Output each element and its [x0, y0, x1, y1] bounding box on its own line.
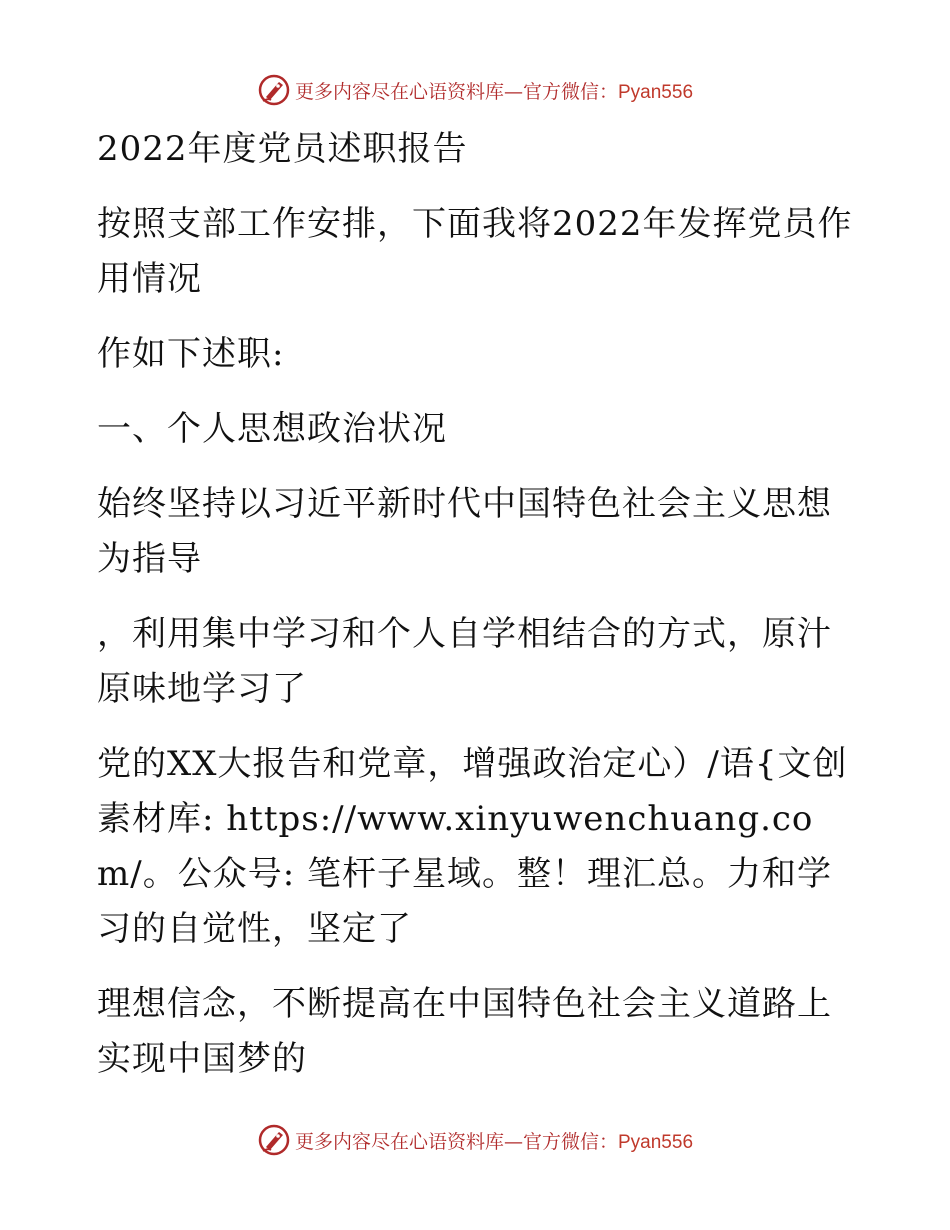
- pen-nib-logo-icon: [257, 73, 291, 107]
- document-body: [97, 122, 857, 1107]
- header-banner-text: 更多内容尽在心语资料库—官方微信：Pyan556: [294, 80, 694, 103]
- paragraph: 作如下述职:: [97, 334, 285, 374]
- footer-banner: [0, 1120, 950, 1160]
- header-wechat-id: Pyan556: [618, 81, 694, 103]
- paragraph: 始终坚持以习近平新时代中国特色社会主义思想为指导: [97, 484, 832, 579]
- header-banner: [0, 70, 950, 110]
- paragraph: 理想信念，不断提高在中国特色社会主义道路上实现中国梦的: [97, 984, 832, 1079]
- footer-banner-text: 更多内容尽在心语资料库—官方微信：Pyan556: [294, 1130, 694, 1153]
- paragraph: 按照支部工作安排，下面我将2022年发挥党员作用情况: [97, 204, 853, 299]
- paragraph: ，利用集中学习和个人自学相结合的方式，原汁原味地学习了: [97, 614, 832, 709]
- paragraph: 党的XX大报告和党章，增强政治定心）/语{文创素材库: https://www.xinyuwenchuang.com/。公众号: 笔杆子星域。整！理汇总。力和学习的自觉性，坚定了: [97, 744, 848, 949]
- pen-nib-logo-icon: [257, 1123, 291, 1157]
- section-heading: 一、个人思想政治状况: [97, 409, 447, 449]
- document-title: 2022年度党员述职报告: [97, 129, 468, 169]
- footer-wechat-id: Pyan556: [618, 1131, 694, 1153]
